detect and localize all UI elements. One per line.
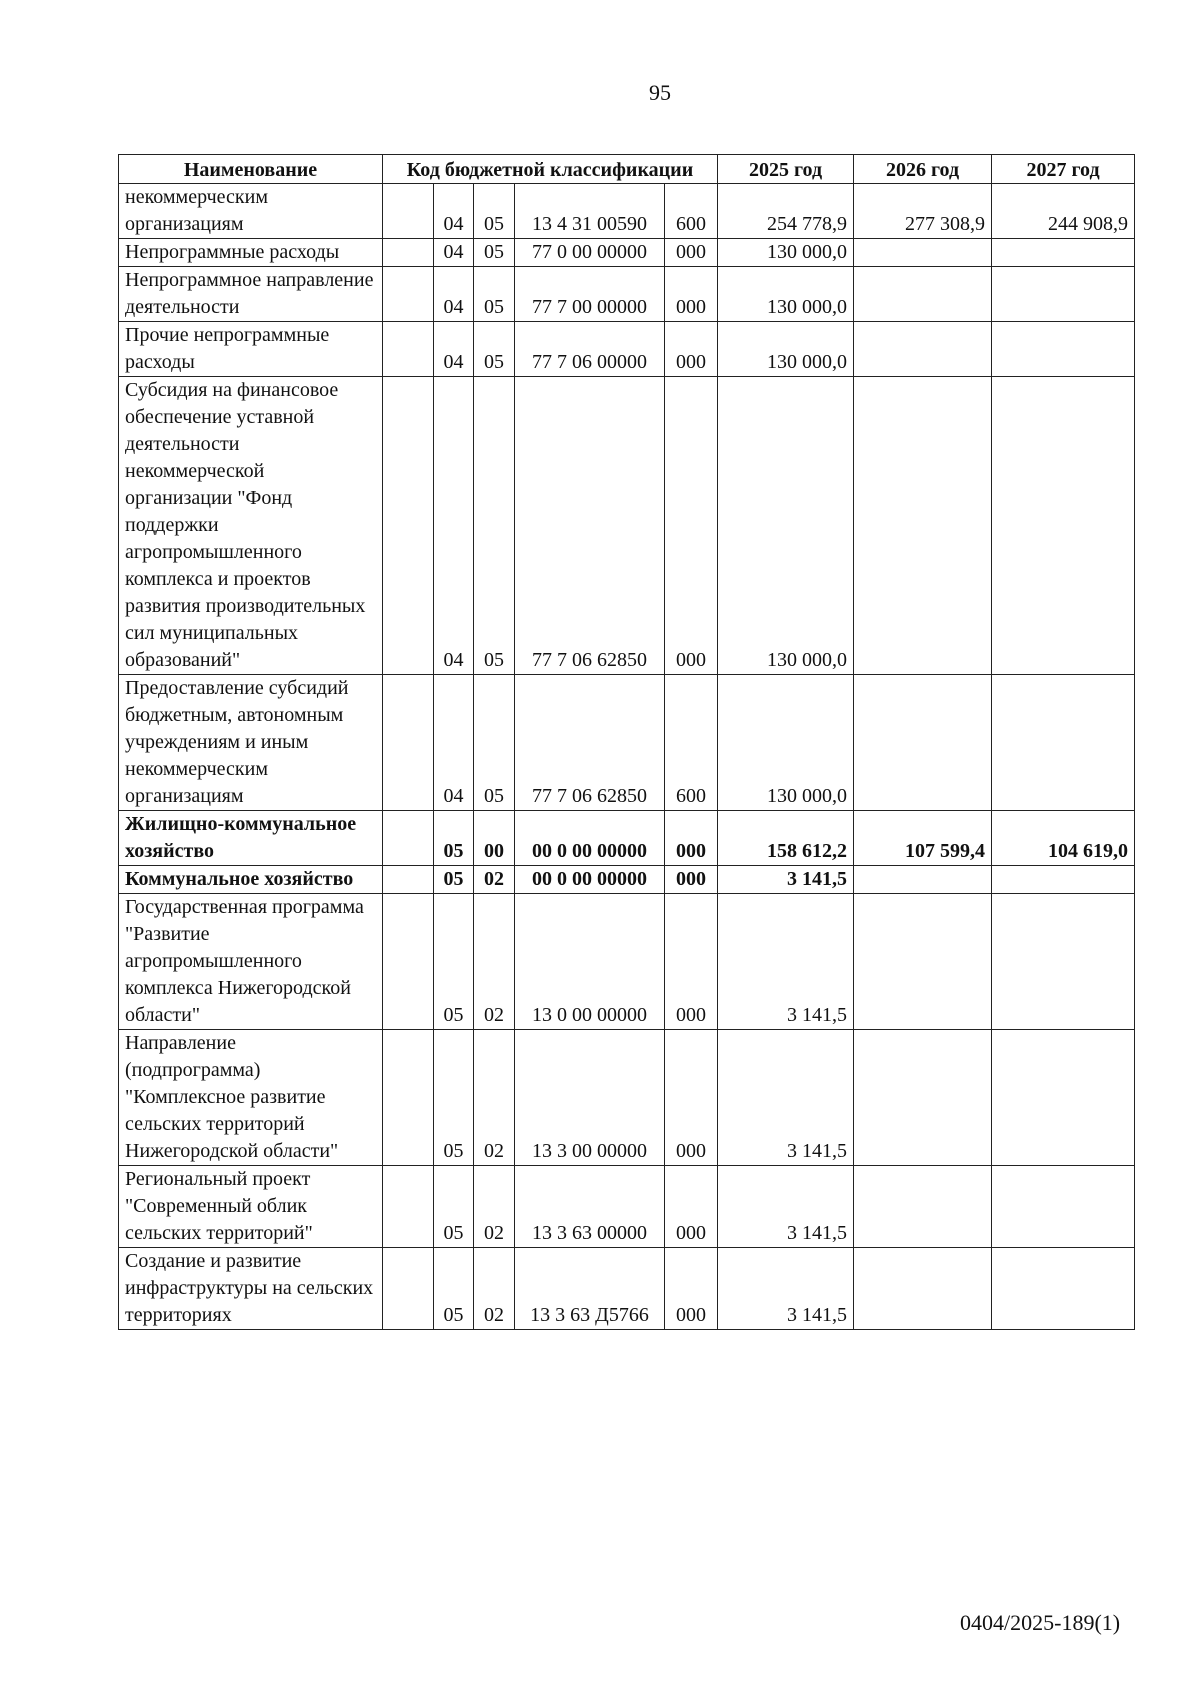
- cell-expense-type: 000: [665, 811, 718, 866]
- cell-subsection: 05: [474, 377, 515, 675]
- cell-code-blank: [383, 811, 434, 866]
- table-row: [119, 1030, 1135, 1166]
- cell-2027: [992, 1248, 1135, 1330]
- cell-2025: 130 000,0: [718, 377, 854, 675]
- cell-2027: [992, 894, 1135, 1030]
- cell-subsection: 02: [474, 1166, 515, 1248]
- cell-2026: [854, 1030, 992, 1166]
- cell-2027: 104 619,0: [992, 811, 1135, 866]
- cell-2026: [854, 675, 992, 811]
- cell-2025: 254 778,9: [718, 184, 854, 239]
- cell-name: Направление (подпрограмма) "Комплексное развитие сельских территорий Нижегородской области": [119, 1030, 383, 1166]
- cell-section: 04: [434, 184, 474, 239]
- header-2026: 2026 год: [854, 155, 992, 184]
- table-row: [119, 811, 1135, 866]
- budget-table: [118, 154, 1135, 1330]
- cell-name: некоммерческим организациям: [119, 184, 383, 239]
- cell-expense-type: 000: [665, 377, 718, 675]
- table-row: [119, 184, 1135, 239]
- table-header-row: [119, 155, 1135, 184]
- cell-target-article: 13 0 00 00000: [515, 894, 665, 1030]
- cell-name: Государственная программа "Развитие агропромышленного комплекса Нижегородской области": [119, 894, 383, 1030]
- cell-expense-type: 600: [665, 184, 718, 239]
- cell-expense-type: 600: [665, 675, 718, 811]
- cell-2025: 3 141,5: [718, 1030, 854, 1166]
- cell-target-article: 77 7 06 62850: [515, 675, 665, 811]
- cell-section: 05: [434, 1030, 474, 1166]
- cell-expense-type: 000: [665, 866, 718, 894]
- cell-name: Непрограммное направление деятельности: [119, 267, 383, 322]
- cell-2027: 244 908,9: [992, 184, 1135, 239]
- cell-target-article: 77 7 06 00000: [515, 322, 665, 377]
- cell-code-blank: [383, 1166, 434, 1248]
- cell-2027: [992, 866, 1135, 894]
- header-code: Код бюджетной классификации: [383, 155, 718, 184]
- cell-expense-type: 000: [665, 1030, 718, 1166]
- cell-2027: [992, 675, 1135, 811]
- cell-target-article: 13 3 63 00000: [515, 1166, 665, 1248]
- cell-expense-type: 000: [665, 1166, 718, 1248]
- cell-code-blank: [383, 866, 434, 894]
- cell-subsection: 02: [474, 894, 515, 1030]
- cell-2026: [854, 1248, 992, 1330]
- cell-2026: [854, 866, 992, 894]
- cell-name: Предоставление субсидий бюджетным, автономным учреждениям и иным некоммерческим организациям: [119, 675, 383, 811]
- table-row: [119, 1248, 1135, 1330]
- table-row: [119, 322, 1135, 377]
- cell-subsection: 02: [474, 866, 515, 894]
- cell-section: 05: [434, 866, 474, 894]
- cell-2025: 130 000,0: [718, 675, 854, 811]
- cell-name: Непрограммные расходы: [119, 239, 383, 267]
- cell-section: 05: [434, 1248, 474, 1330]
- cell-subsection: 05: [474, 267, 515, 322]
- cell-2027: [992, 322, 1135, 377]
- cell-expense-type: 000: [665, 322, 718, 377]
- header-2025: 2025 год: [718, 155, 854, 184]
- cell-subsection: 02: [474, 1248, 515, 1330]
- cell-target-article: 13 3 00 00000: [515, 1030, 665, 1166]
- cell-name: Прочие непрограммные расходы: [119, 322, 383, 377]
- cell-2025: 3 141,5: [718, 894, 854, 1030]
- cell-subsection: 05: [474, 675, 515, 811]
- cell-code-blank: [383, 184, 434, 239]
- cell-section: 05: [434, 1166, 474, 1248]
- cell-subsection: 02: [474, 1030, 515, 1166]
- cell-subsection: 00: [474, 811, 515, 866]
- cell-2025: 3 141,5: [718, 1166, 854, 1248]
- cell-target-article: 13 4 31 00590: [515, 184, 665, 239]
- cell-2025: 3 141,5: [718, 866, 854, 894]
- cell-code-blank: [383, 894, 434, 1030]
- cell-2026: [854, 267, 992, 322]
- table-row: [119, 377, 1135, 675]
- cell-2027: [992, 1166, 1135, 1248]
- cell-expense-type: 000: [665, 1248, 718, 1330]
- table-row: [119, 239, 1135, 267]
- cell-name: Создание и развитие инфраструктуры на сельских территориях: [119, 1248, 383, 1330]
- cell-expense-type: 000: [665, 267, 718, 322]
- cell-target-article: 77 0 00 00000: [515, 239, 665, 267]
- cell-expense-type: 000: [665, 239, 718, 267]
- cell-2025: 158 612,2: [718, 811, 854, 866]
- table-body: [119, 184, 1135, 1330]
- cell-target-article: 77 7 00 00000: [515, 267, 665, 322]
- cell-section: 04: [434, 239, 474, 267]
- cell-2025: 130 000,0: [718, 267, 854, 322]
- cell-code-blank: [383, 239, 434, 267]
- cell-2025: 130 000,0: [718, 239, 854, 267]
- cell-code-blank: [383, 675, 434, 811]
- cell-code-blank: [383, 1248, 434, 1330]
- cell-section: 04: [434, 322, 474, 377]
- cell-2026: [854, 894, 992, 1030]
- header-2027: 2027 год: [992, 155, 1135, 184]
- cell-name: Региональный проект "Современный облик сельских территорий": [119, 1166, 383, 1248]
- cell-section: 04: [434, 267, 474, 322]
- cell-2026: 277 308,9: [854, 184, 992, 239]
- document-code: 0404/2025-189(1): [960, 1610, 1121, 1635]
- page-number: 95: [649, 80, 671, 105]
- cell-section: 05: [434, 894, 474, 1030]
- cell-name: Субсидия на финансовое обеспечение уставной деятельности некоммерческой организации "Фонд поддержки агропромышленного комплекса и проектов развития производительных сил муниципальных образований": [119, 377, 383, 675]
- cell-2026: [854, 322, 992, 377]
- cell-section: 04: [434, 377, 474, 675]
- cell-target-article: 00 0 00 00000: [515, 866, 665, 894]
- cell-section: 04: [434, 675, 474, 811]
- table-row: [119, 675, 1135, 811]
- cell-name: Жилищно-коммунальное хозяйство: [119, 811, 383, 866]
- table-row: [119, 267, 1135, 322]
- cell-code-blank: [383, 267, 434, 322]
- cell-subsection: 05: [474, 239, 515, 267]
- header-name: Наименование: [119, 155, 383, 184]
- cell-name: Коммунальное хозяйство: [119, 866, 383, 894]
- cell-2026: [854, 1166, 992, 1248]
- cell-2027: [992, 267, 1135, 322]
- cell-expense-type: 000: [665, 894, 718, 1030]
- cell-target-article: 00 0 00 00000: [515, 811, 665, 866]
- cell-subsection: 05: [474, 322, 515, 377]
- cell-section: 05: [434, 811, 474, 866]
- cell-2026: 107 599,4: [854, 811, 992, 866]
- cell-2026: [854, 377, 992, 675]
- cell-2025: 130 000,0: [718, 322, 854, 377]
- cell-2026: [854, 239, 992, 267]
- cell-2027: [992, 377, 1135, 675]
- cell-target-article: 13 3 63 Д5766: [515, 1248, 665, 1330]
- cell-2027: [992, 239, 1135, 267]
- cell-target-article: 77 7 06 62850: [515, 377, 665, 675]
- table-row: [119, 894, 1135, 1030]
- cell-2025: 3 141,5: [718, 1248, 854, 1330]
- cell-code-blank: [383, 322, 434, 377]
- table-row: [119, 1166, 1135, 1248]
- cell-code-blank: [383, 377, 434, 675]
- cell-code-blank: [383, 1030, 434, 1166]
- cell-subsection: 05: [474, 184, 515, 239]
- table-row: [119, 866, 1135, 894]
- cell-2027: [992, 1030, 1135, 1166]
